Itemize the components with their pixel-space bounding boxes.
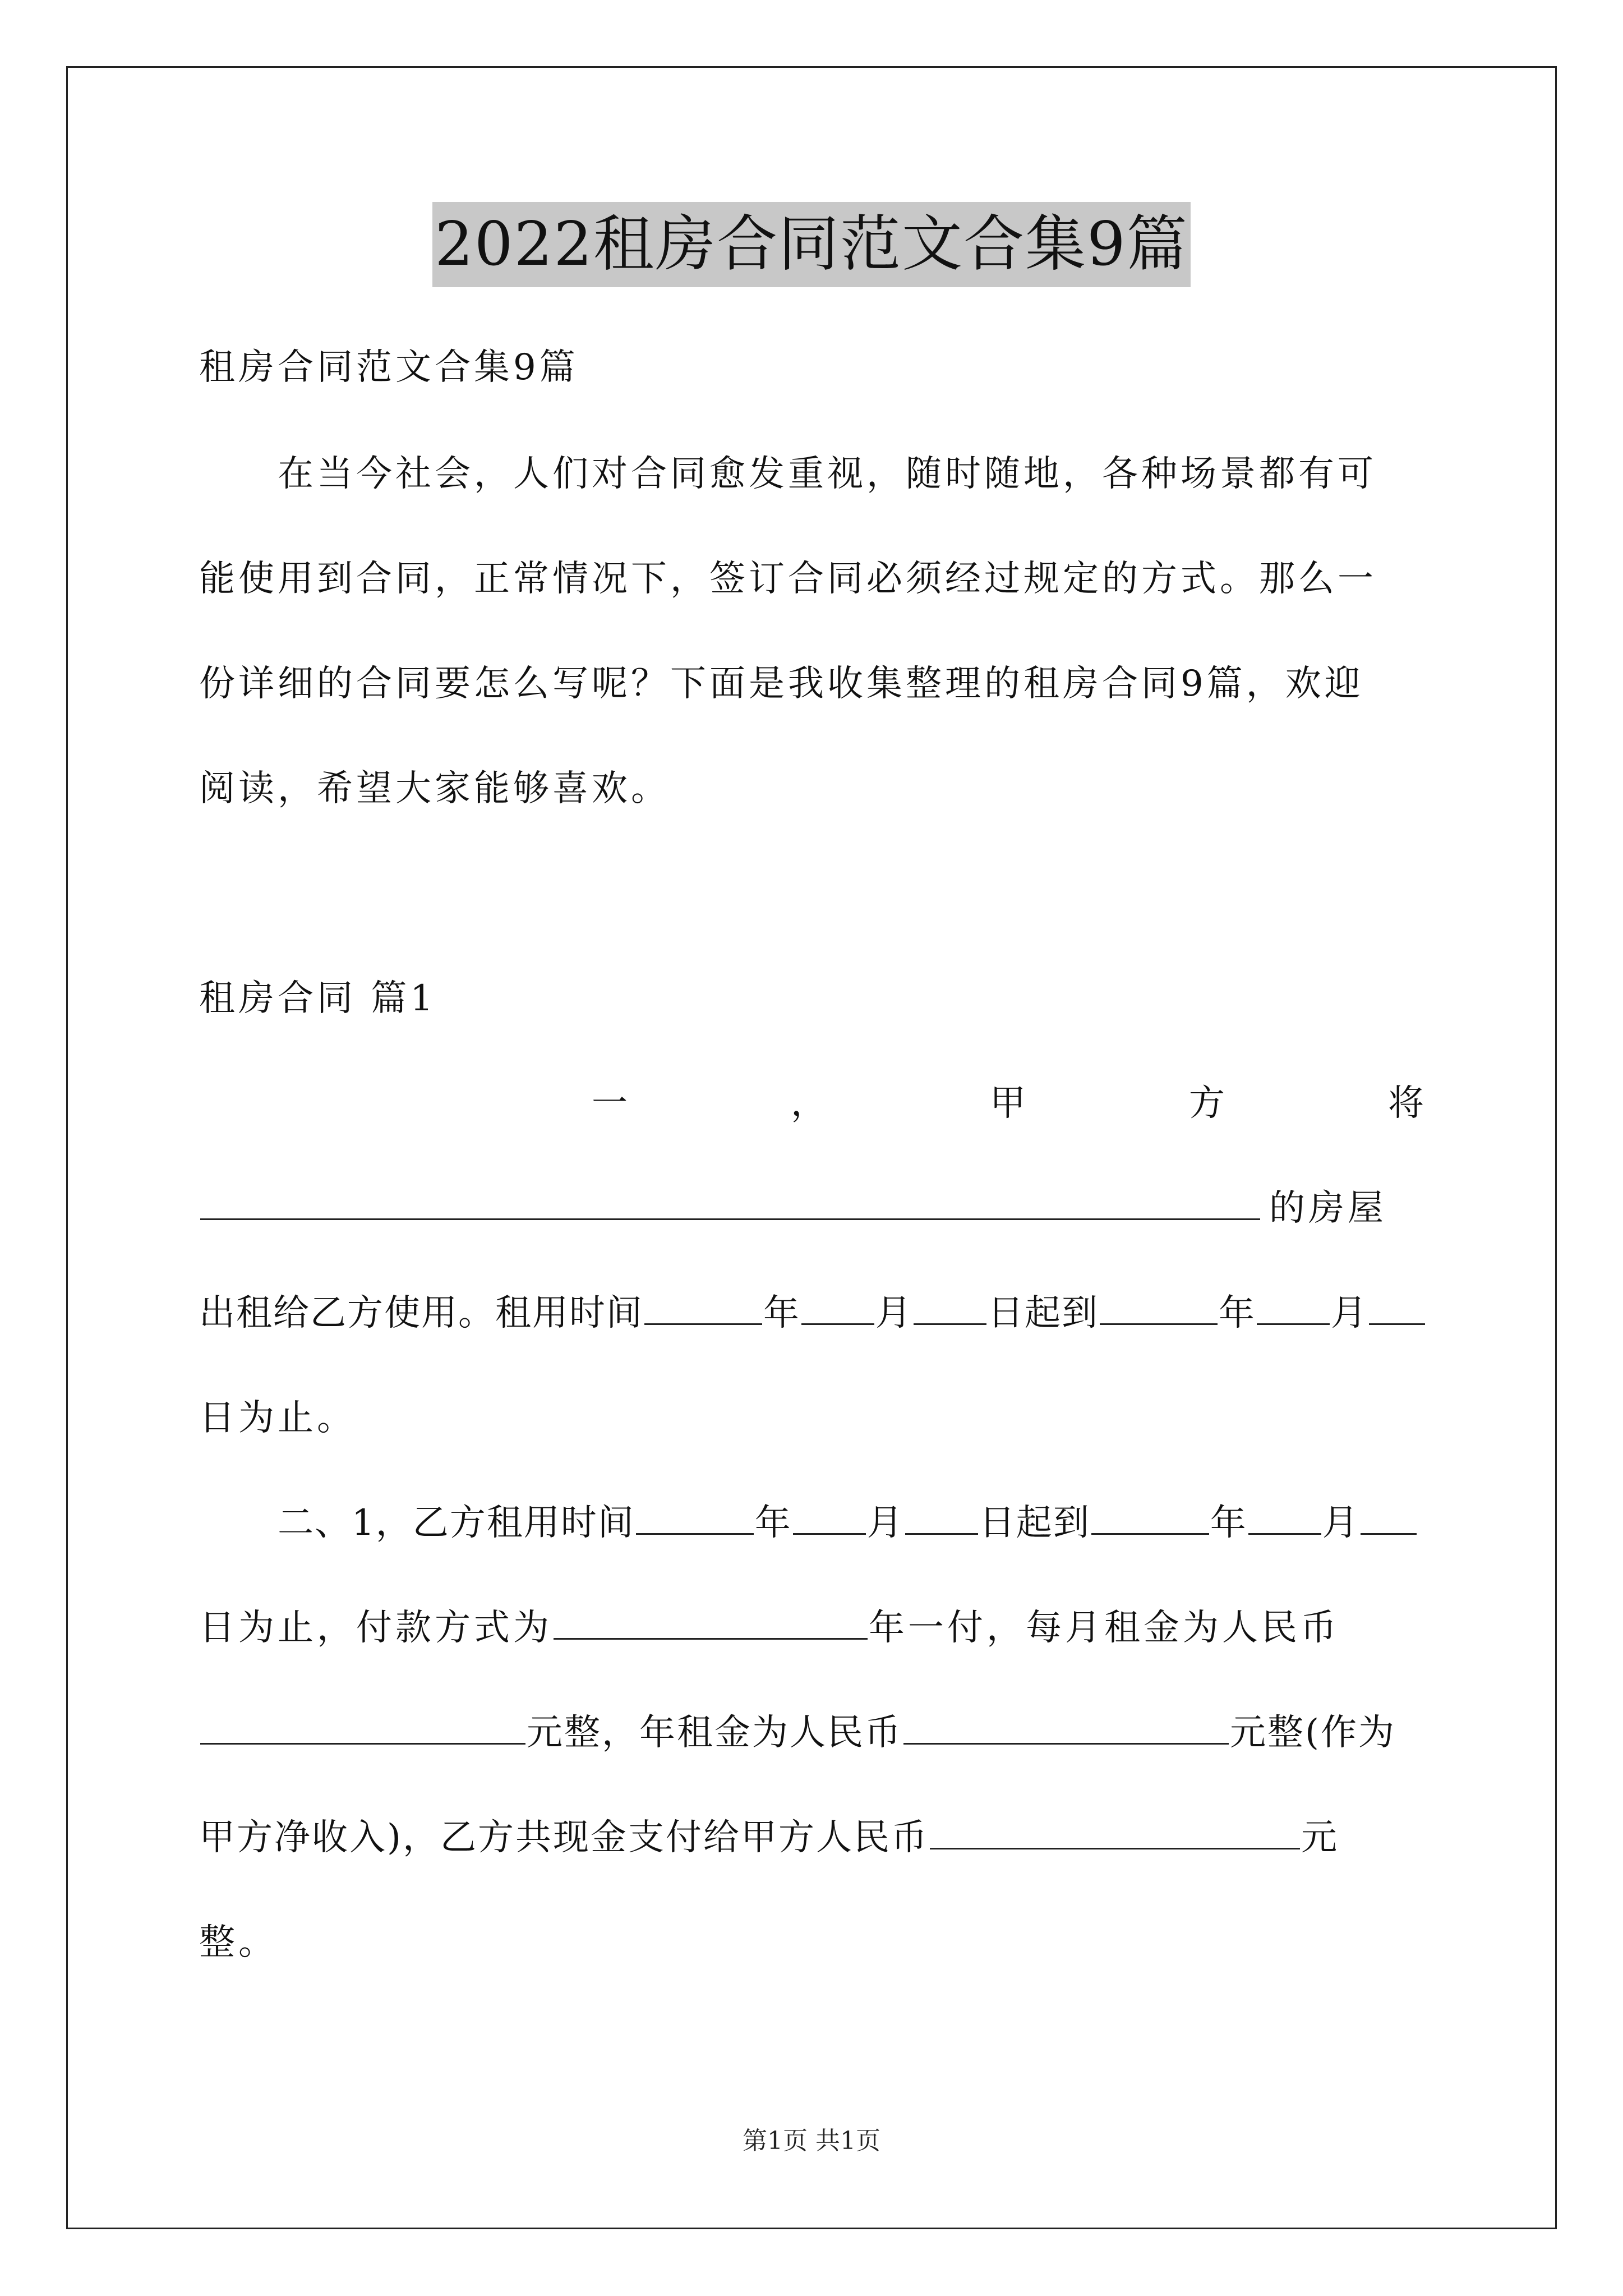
end-year-blank[interactable] [1100, 1291, 1218, 1325]
clause2-line5: 整。 [199, 1922, 278, 1963]
clause1-part-4: 方 [1189, 1083, 1228, 1124]
annual-rent-label: 元整，年租金为人民币 [527, 1712, 902, 1754]
clause2-end-year-blank[interactable] [1091, 1501, 1209, 1535]
clause2-rent-time-label: 二、1，乙方租用时间 [278, 1502, 635, 1544]
monthly-rent-blank[interactable] [200, 1710, 525, 1745]
cash-payment-label: 甲方净收入)，乙方共现金支付给甲方人民币 [199, 1817, 929, 1858]
clause2-start-year-blank[interactable] [636, 1501, 754, 1535]
clause1-part-3: 甲 [990, 1083, 1029, 1124]
page-number-footer: 第1页 共1页 [743, 2127, 880, 2155]
clause1-part-5: 将 [1388, 1083, 1427, 1124]
clause1-line3 [199, 1288, 1427, 1338]
intro-line-3: 份详细的合同要怎么写呢？下面是我收集整理的租房合同9篇，欢迎 [199, 663, 1364, 705]
clause2-end-month-blank[interactable] [1248, 1501, 1321, 1535]
payment-method-blank[interactable] [554, 1605, 868, 1640]
year-label: 年 [1210, 1502, 1247, 1544]
house-suffix: 的房屋 [1269, 1188, 1387, 1229]
subtitle: 租房合同范文合集9篇 [199, 347, 579, 388]
payment-method-label: 日为止，付款方式为 [199, 1607, 552, 1649]
day-from-label: 日起到 [988, 1292, 1099, 1334]
start-year-blank[interactable] [644, 1291, 762, 1325]
intro-line-4: 阅读，希望大家能够喜欢。 [199, 768, 670, 809]
year-label: 年 [763, 1292, 800, 1334]
document-title: 2022租房合同范文合集9篇 [432, 202, 1191, 287]
start-month-blank[interactable] [801, 1291, 874, 1325]
clause2-start-day-blank[interactable] [905, 1501, 978, 1535]
clause2-start-month-blank[interactable] [793, 1501, 866, 1535]
clause1-line4: 日为止。 [199, 1397, 356, 1439]
clause1-line1 [592, 1078, 1427, 1129]
month-label: 月 [866, 1502, 904, 1544]
year-label: 年 [754, 1502, 792, 1544]
title-container [0, 202, 1623, 287]
day-from-label: 日起到 [979, 1502, 1090, 1544]
end-day-blank[interactable] [1369, 1291, 1425, 1325]
section-heading: 租房合同 篇1 [199, 978, 437, 1019]
end-month-blank[interactable] [1257, 1291, 1330, 1325]
annual-rent-blank[interactable] [903, 1710, 1229, 1745]
month-label: 月 [875, 1292, 912, 1334]
clause2-end-day-blank[interactable] [1361, 1501, 1417, 1535]
house-address-blank[interactable] [200, 1186, 1260, 1220]
clause1-part-1: 一 [592, 1083, 631, 1124]
month-label: 月 [1331, 1292, 1368, 1334]
intro-line-2: 能使用到合同，正常情况下，签订合同必须经过规定的方式。那么一 [199, 558, 1377, 600]
year-label: 年 [1219, 1292, 1256, 1334]
clause1-line2 [199, 1183, 1427, 1234]
annual-rent-suffix: 元整(作为 [1230, 1712, 1396, 1754]
intro-line-1: 在当今社会，人们对合同愈发重视，随时随地，各种场景都有可 [278, 453, 1377, 495]
cash-payment-blank[interactable] [930, 1815, 1300, 1849]
clause2-line4 [199, 1812, 1427, 1863]
clause1-part-2: ， [791, 1083, 830, 1124]
start-day-blank[interactable] [914, 1291, 986, 1325]
clause2-line1 [199, 1498, 1427, 1548]
cash-payment-unit: 元 [1301, 1817, 1339, 1858]
clause2-line3 [199, 1708, 1427, 1758]
clause1-rent-time-label: 出租给乙方使用。租用时间 [199, 1292, 643, 1334]
clause2-line2 [199, 1603, 1427, 1653]
monthly-rent-label: 年一付，每月租金为人民币 [869, 1607, 1340, 1649]
month-label: 月 [1322, 1502, 1359, 1544]
